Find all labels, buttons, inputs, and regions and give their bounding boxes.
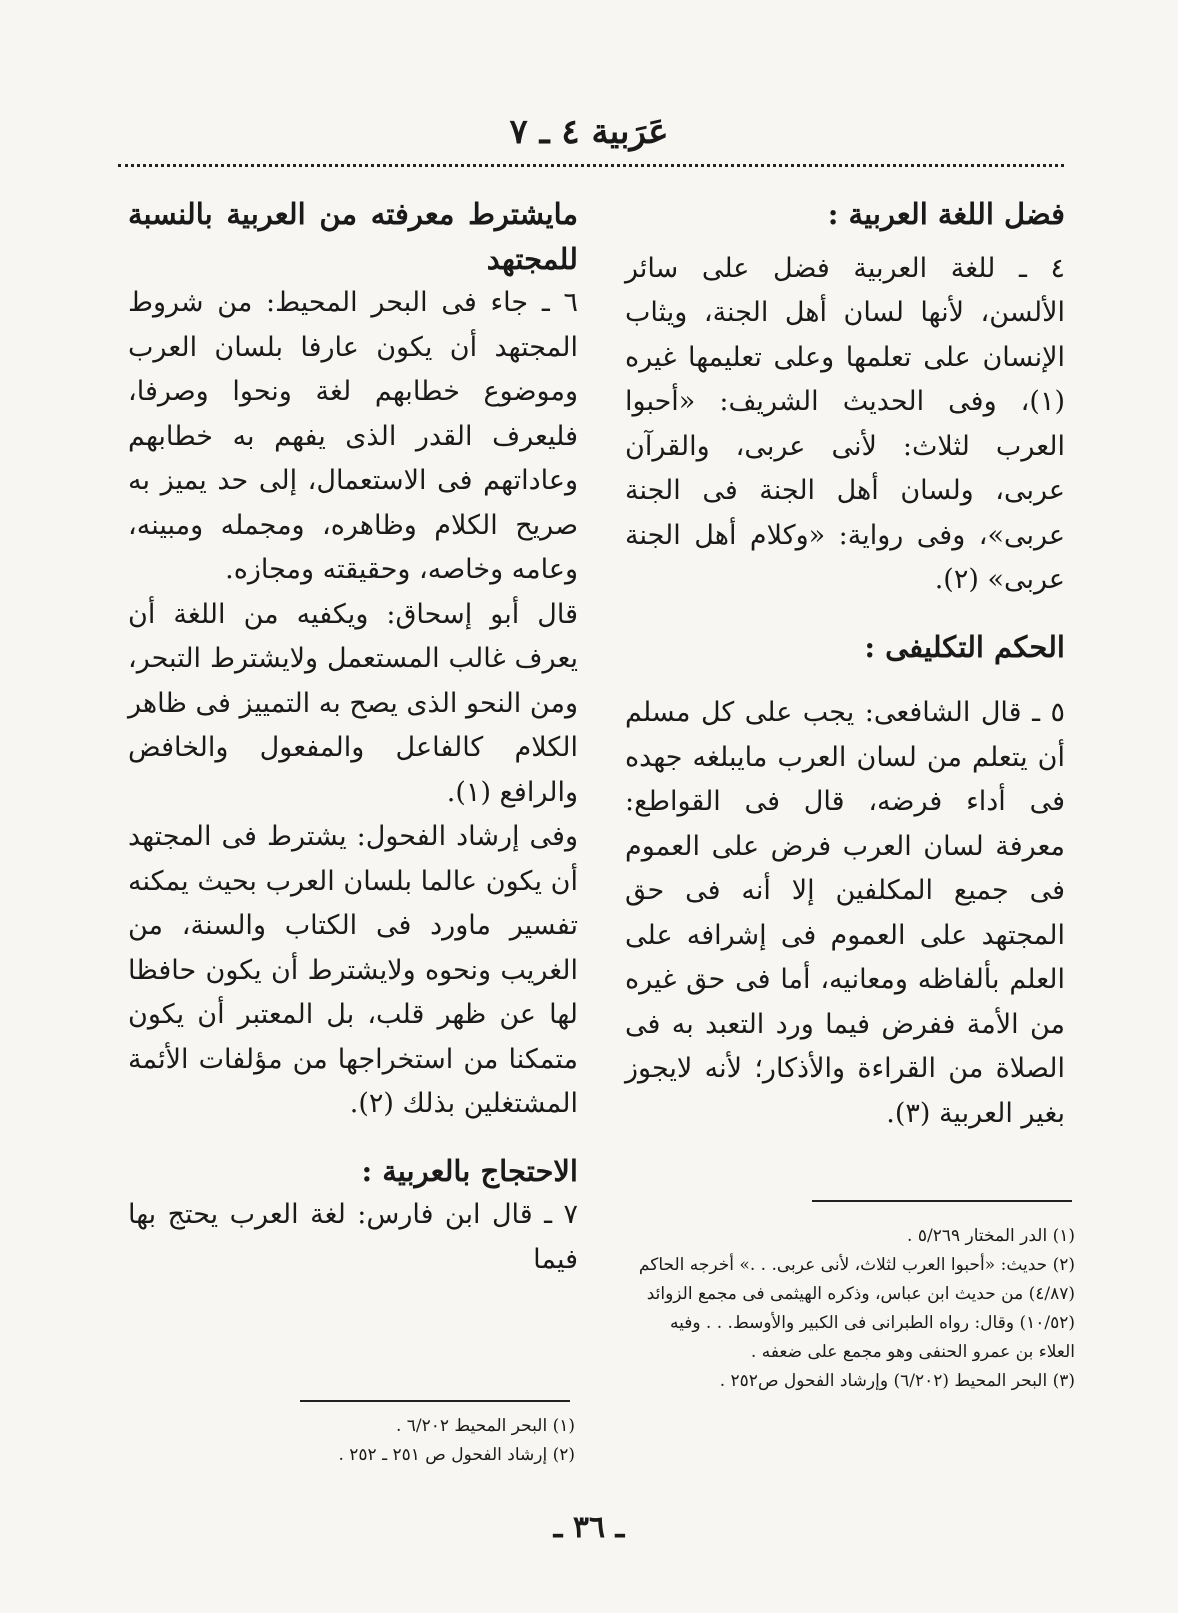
footnote: (٣) البحر المحيط (٦/٢٠٢) وإرشاد الفحول ص٢٥٢ . [719, 1371, 1075, 1391]
paragraph-6b: قال أبو إسحاق: ويكفيه من اللغة أن يعرف غالب المستعمل ولايشترط التبحر، ومن النحو الذى يصح به التمييز فى ظاهر الكلام كالفاعل والمفعول والخافض والرافع (١). [128, 598, 578, 808]
footnote-rule-left [300, 1400, 570, 1402]
paragraph-5: ٥ ـ قال الشافعى: يجب على كل مسلم أن يتعلم من لسان العرب مايبلغه جهده فى أداء فرضه، قال فى القواطع: معرفة لسان العرب فرض على العموم فى جميع المكلفين إلا أنه فى حق المجتهد على العموم فى إشرافه على العلم بألفاظه ومعانيه، أما فى حق غيره من الأمة ففرض فيما ورد التعبد به فى الصلاة من القراءة والأذكار؛ لأنه لايجوز بغير العربية (٣). [625, 697, 1065, 1129]
footnote: (٢) إرشاد الفحول ص ٢٥١ ـ ٢٥٢ . [338, 1445, 575, 1465]
footnote-rule-right [812, 1200, 1072, 1202]
page-header-title: عَرَبية ٤ ـ ٧ [509, 112, 669, 152]
section-heading-requirements: مايشترط معرفته من العربية بالنسبة للمجتهد [128, 197, 578, 276]
paragraph-6c: وفى إرشاد الفحول: يشترط فى المجتهد أن يكون عالما بلسان العرب بحيث يمكنه تفسير ماورد فى الكتاب والسنة، من الغريب ونحوه ولايشترط أن يكون حافظا لها عن ظهر قلب، بل المعتبر أن يكون متمكنا من استخراجها من مؤلفات الأئمة المشتغلين بذلك (٢). [128, 821, 578, 1119]
footnote: (١) البحر المحيط ٦/٢٠٢ . [395, 1416, 575, 1436]
footnote: (٢) حديث: «أحبوا العرب لثلاث، لأنى عربى. . .» أخرجه الحاكم (٤/٨٧) من حديث ابن عباس، وذكره الهيثمى فى مجمع الزوائد (١٠/٥٢) وقال: رواه الطبرانى فى الكبير والأوسط. . . وفيه العلاء بن عمرو الحنفى وهو مجمع على ضعفه . [638, 1255, 1075, 1362]
header-dotted-rule [118, 164, 1064, 167]
paragraph-4: ٤ ـ للغة العربية فضل على سائر الألسن، لأنها لسان أهل الجنة، ويثاب الإنسان على تعلمها وعلى تعليمها غيره (١)، وفى الحديث الشريف: «أحبوا العرب لثلاث: لأنى عربى، والقرآن عربى، ولسان أهل الجنة فى الجنة عربى»، وفى رواية: «وكلام أهل الجنة عربى» (٢). [625, 252, 1065, 595]
right-column [625, 192, 1065, 1136]
section-heading-virtue: فضل اللغة العربية : [827, 197, 1065, 231]
page-number: ـ ٣٦ ـ [553, 1510, 625, 1545]
footnotes-right [630, 1222, 1075, 1396]
footnote: (١) الدر المختار ٥/٢٦٩ . [907, 1226, 1075, 1246]
section-heading-ruling: الحكم التكليفى : [864, 629, 1065, 664]
paragraph-6: ٦ ـ جاء فى البحر المحيط: من شروط المجتهد أن يكون عارفا بلسان العرب وموضوع خطابهم لغة ونحوا وصرفا، فليعرف القدر الذى يفهم به خطابهم وعاداتهم فى الاستعمال، إلى حد يميز به صريح الكلام وظاهره، ومجمله ومبينه، وعامه وخاصه، وحقيقته ومجازه. [128, 287, 578, 585]
footnotes-left [280, 1412, 575, 1470]
left-column [128, 192, 578, 1282]
paragraph-7: ٧ ـ قال ابن فارس: لغة العرب يحتج بها فيما [128, 1199, 578, 1275]
section-heading-argument: الاحتجاج بالعربية : [361, 1153, 578, 1188]
